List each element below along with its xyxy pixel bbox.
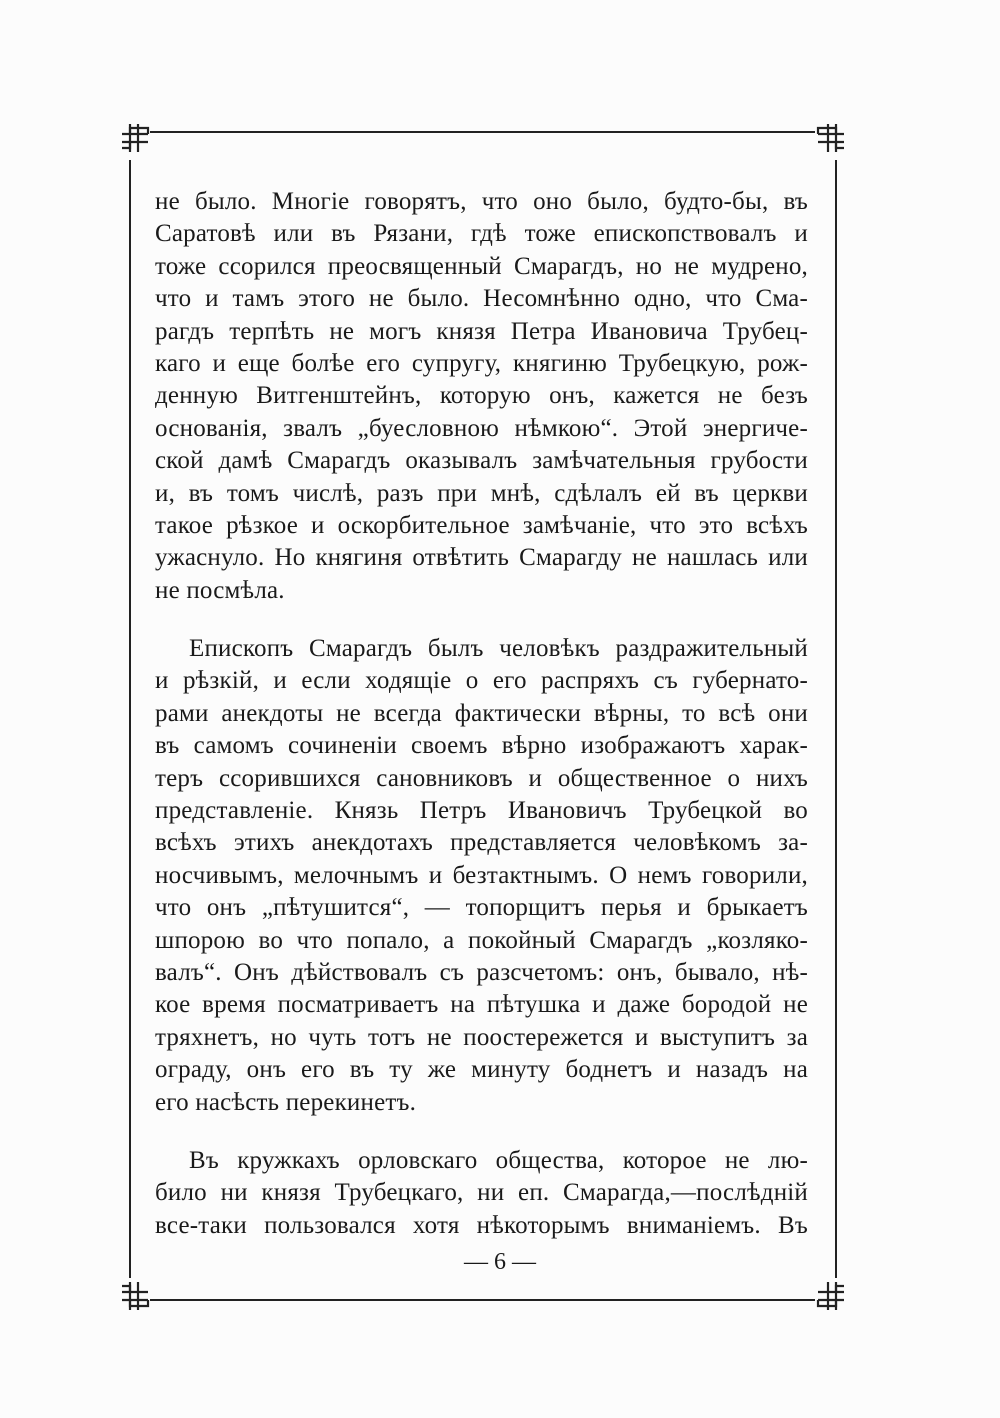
text-line: носчивымъ, мелочнымъ и безтактнымъ. О немъ говорили, <box>155 861 808 889</box>
text-line: каго и еще болѣе его супругу, княгиню Трубецкую, рож- <box>155 349 808 377</box>
paragraph-2 <box>155 633 808 1119</box>
text-line: Саратовѣ или въ Рязани, гдѣ тоже епископствовалъ и <box>155 220 808 248</box>
frame-left-line <box>129 160 131 1278</box>
text-line: всѣхъ этихъ анекдотахъ представляется человѣкомъ за- <box>155 829 808 857</box>
text-line: рагдъ терпѣть не могъ князя Петра Ивановича Трубец- <box>155 317 808 345</box>
text-line: ограду, онъ его въ ту же минуту боднетъ и назадъ на <box>155 1056 808 1084</box>
text-line: кое время посматриваетъ на пѣтушка и даже бородой не <box>155 991 808 1019</box>
text-line: такое рѣзкое и оскорбительное замѣчаніе, что это всѣхъ <box>155 511 808 539</box>
text-line: ской дамѣ Смарагдъ оказывалъ замѣчательныя грубости <box>155 447 808 475</box>
text-line: и рѣзкій, и если ходящіе о его распряхъ съ губернато- <box>155 667 808 695</box>
text-line: не посмѣла. <box>155 576 285 604</box>
corner-ornament-top-left <box>118 120 158 160</box>
corner-ornament-top-right <box>808 120 848 160</box>
text-line: валъ“. Онъ дѣйствовалъ съ разсчетомъ: онъ, бывало, нѣ- <box>155 958 808 986</box>
text-line: что и тамъ этого не было. Несомнѣнно одно, что Сма- <box>155 285 808 313</box>
frame-top-line <box>150 131 815 133</box>
paragraph-3 <box>155 1145 808 1242</box>
page-number: — 6 — <box>464 1249 536 1275</box>
paragraph-1 <box>155 186 808 607</box>
corner-ornament-bottom-left <box>118 1274 158 1314</box>
text-line: все-таки пользовался хотя нѣкоторымъ вниманіемъ. Въ <box>155 1211 808 1239</box>
text-line: Въ кружкахъ орловскаго общества, которое не лю- <box>189 1146 808 1174</box>
text-line: ужаснуло. Но княгиня отвѣтить Смарагду не нашлась или <box>155 544 808 572</box>
body-text <box>155 186 808 1242</box>
text-line: Епископъ Смарагдъ былъ человѣкъ раздражительный <box>189 635 808 663</box>
frame-right-line <box>835 160 837 1278</box>
corner-ornament-bottom-right <box>808 1274 848 1314</box>
text-line: теръ ссорившихся сановниковъ и общественное о нихъ <box>155 764 808 792</box>
text-line: не было. Многіе говорятъ, что оно было, будто-бы, въ <box>155 188 808 215</box>
text-line: тряхнетъ, но чуть тотъ не поостережется и выступитъ за <box>155 1023 808 1051</box>
text-line: въ самомъ сочиненіи своемъ вѣрно изображаютъ харак- <box>155 732 808 760</box>
text-line: основанія, звалъ „буесловною нѣмкою“. Этой энергиче- <box>155 414 808 442</box>
text-line: представленіе. Князь Петръ Ивановичъ Трубецкой во <box>155 797 808 825</box>
text-line: его насѣсть перекинетъ. <box>155 1088 417 1116</box>
text-line: шпорою во что попало, а покойный Смарагдъ „козляко- <box>155 926 808 954</box>
text-line: рами анекдоты не всегда фактически вѣрны, то всѣ они <box>155 699 808 727</box>
text-line: что онъ „пѣтушится“, — топорщитъ перья и брыкаетъ <box>155 894 808 922</box>
text-line: тоже ссорился преосвященный Смарагдъ, но не мудрено, <box>155 252 808 280</box>
text-line: и, въ томъ числѣ, разъ при мнѣ, сдѣлалъ ей въ церкви <box>155 479 808 507</box>
frame-bottom-line <box>150 1299 815 1301</box>
text-line: било ни князя Трубецкаго, ни еп. Смарагда,—послѣдній <box>155 1179 808 1207</box>
text-line: денную Витгенштейнъ, которую онъ, кажется не безъ <box>155 382 808 410</box>
